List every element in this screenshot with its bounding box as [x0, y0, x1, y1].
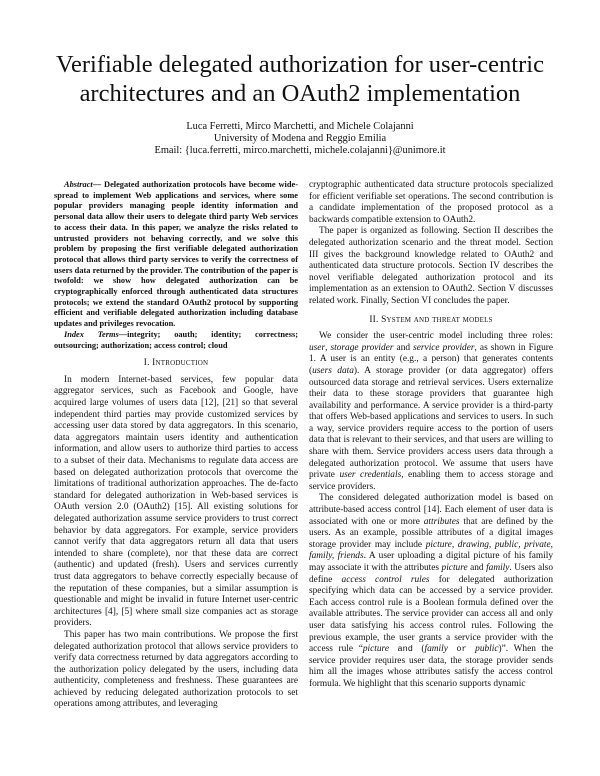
affiliation: University of Modena and Reggio Emilia: [213, 133, 387, 145]
emphasis-attributes: attributes: [423, 516, 460, 527]
text-run: (: [421, 644, 425, 655]
system-paragraph-2: [309, 493, 553, 690]
intro-paragraph-2: This paper has two main contributions. We propose the first delegated authorization protocol that allows service providers to verify data correctness returned by data aggregators according to the authorization policy delegated by the users, including data authenticity, completeness and freshness. These guarantees are achieved by reducing delegated authorization protocols to set operations among attributes, and leveraging: [54, 629, 298, 710]
emphasis-user-credentials: user credentials: [339, 470, 402, 481]
author-names: Luca Ferretti, Mirco Marchetti, and Michele Colajanni: [186, 121, 414, 132]
text-run: . Users also define: [309, 563, 553, 585]
text-run: . When the service provider requires user data, the storage provider sends him all the images whose attributes satisfy the access control formula. We highlight that this scenario supports dynamic: [309, 644, 553, 689]
paper-title: Verifiable delegated authorization for user-centric architectures and an OAuth2 implementation: [56, 51, 544, 107]
text-run: that are defined by the users. As an example, possible attributes of a digital images storage provider may include: [309, 516, 553, 550]
section-heading-introduction: I. Introduction: [143, 358, 209, 369]
index-terms: [54, 330, 298, 351]
rule-operator-and: and: [388, 644, 422, 655]
system-paragraph-1: [309, 331, 553, 493]
rule-operator-or: or: [447, 644, 476, 655]
emphasis-access-control-rules: access control rules: [341, 574, 430, 585]
index-terms-text: —integrity; oauth; identity; correctness; outsourcing; authorization; access control; cloud: [54, 329, 298, 350]
text-run: . A user uploading a digital picture of his family may associate it with the attributes: [309, 551, 554, 573]
emphasis-storage-provider: storage provider: [330, 342, 394, 353]
organization-paragraph: The paper is organized as following. Section II describes the delegated authorization scenario and the threat model. Section III gives the background knowledge related to OAuth2 and authenticated data structure protocols. Section IV describes the novel verifiable delegated authorization protocol and its implementation as an extension to OAuth2. Section V discusses related work. Finally, Section VI concludes the paper.: [309, 226, 553, 306]
text-run: ). A storage provider (or data aggregator) offers outsourced data storage and retrieval services. Users externalize their data to these storage providers that guarantee high availability and performance. A service provider is a third-party that offers Web-based applications and services to users. In such a way, service providers require access to the portion of users data that is relevant to their services, and that users are willing to share with them. Service providers access users data through a delegated authorization protocol. We assume that users have private: [309, 365, 553, 481]
abstract-lead: Abstract: [64, 180, 93, 189]
text-run: and: [393, 342, 414, 353]
emphasis-attribute-list: picture, drawing, public, private, family, friends: [309, 539, 553, 562]
text-run: , enabling them to access storage and service providers.: [309, 470, 554, 492]
emphasis-users-data: users data: [312, 365, 354, 376]
index-terms-lead: Index Terms: [64, 329, 119, 339]
emphasis-service-provider: service provider: [413, 342, 475, 353]
left-column: [54, 180, 298, 711]
emphasis-user: user: [309, 342, 326, 353]
text-run: for delegated authorization specifying which data can be accessed by a service provider. Each access control rule is a Boolean formula defined over the available attributes. The service provider can access all and only user data satisfying his access control rules. Following the previous example, the user grants a service provider with the access rule “: [309, 574, 554, 655]
emphasis-family: family: [486, 563, 510, 573]
rule-family: family: [424, 644, 448, 655]
text-run: )”: [498, 644, 506, 655]
emphasis-picture: picture: [441, 563, 468, 573]
author-email: Email: {luca.ferretti, mirco.marchetti, michele.colajanni}@unimore.it: [154, 145, 446, 157]
rule-picture: picture: [362, 644, 389, 655]
text-run: ,: [325, 342, 331, 353]
rule-public: public: [475, 644, 499, 655]
abstract-text: — Delegated authorization protocols have become wide-spread to implement Web applications and services, where some popular providers managing people identity information and personal data allow their users to delegate third party Web services to access their data. In this paper, we analyze the risks related to untrusted providers not behaving correctly, and we solve this problem by proposing the first verifiable delegated authorization protocol that allows third party services to verify the correctness of users data returned by the provider. The contribution of the paper is twofold: we show how delegated authorization can be cryptographically enforced through authenticated data structures protocols; we extend the standard OAuth2 protocol by supporting efficient and verifiable delegated authorization including database updates and privileges revocation.: [54, 180, 298, 329]
text-run: We consider the user-centric model including three roles:: [319, 331, 553, 342]
section-heading-system-models: II. System and threat models: [369, 314, 493, 325]
text-run: and: [467, 563, 487, 573]
text-run: , as shown in Figure 1. A user is an entity (e.g., a person) that generates contents (: [309, 342, 554, 376]
author-block: [40, 121, 560, 158]
intro-paragraph-1: In modern Internet-based services, few popular data aggregator services, such as Facebook and Google, have acquired large volumes of users data [12], [21] so that several independent third parties may provide customized services by accessing user data stored by data aggregators. In this scenario, data aggregators maintain users identity and authentication information, and allow users to authorize third parties to access to a subset of their data. Mechanisms to regulate data access are based on delegated authorization protocols that overcome the limitations of traditional authorization approaches. The de-facto standard for delegated authorization in Web-based services is OAuth version 2.0 (OAuth2) [15]. All existing solutions for delegated authorization assume service providers to trust correct behavior by data aggregators. For example, service providers cannot verify that data aggregators return all data that users intended to share (complete), nor that these data are correct (authentic) and updated (fresh). Users and services currently trust data aggregators to behave correctly especially because of the reputation of these companies, but a similar assumption is questionable and might be invalid in future Internet user-centric architectures [4], [5] where small size companies act as storage providers.: [54, 374, 298, 629]
right-column: [309, 180, 553, 691]
text-run: The considered delegated authorization model is based on attribute-based access control [14]. Each element of user data is associated with one or more: [309, 493, 553, 527]
contribution-paragraph: cryptographic authenticated data structure protocols specialized for efficient verifiable set operations. The second contribution is a candidate implementation of the proposed protocol as a backwards compatible extension to OAuth2.: [309, 180, 553, 225]
abstract: [54, 180, 298, 330]
